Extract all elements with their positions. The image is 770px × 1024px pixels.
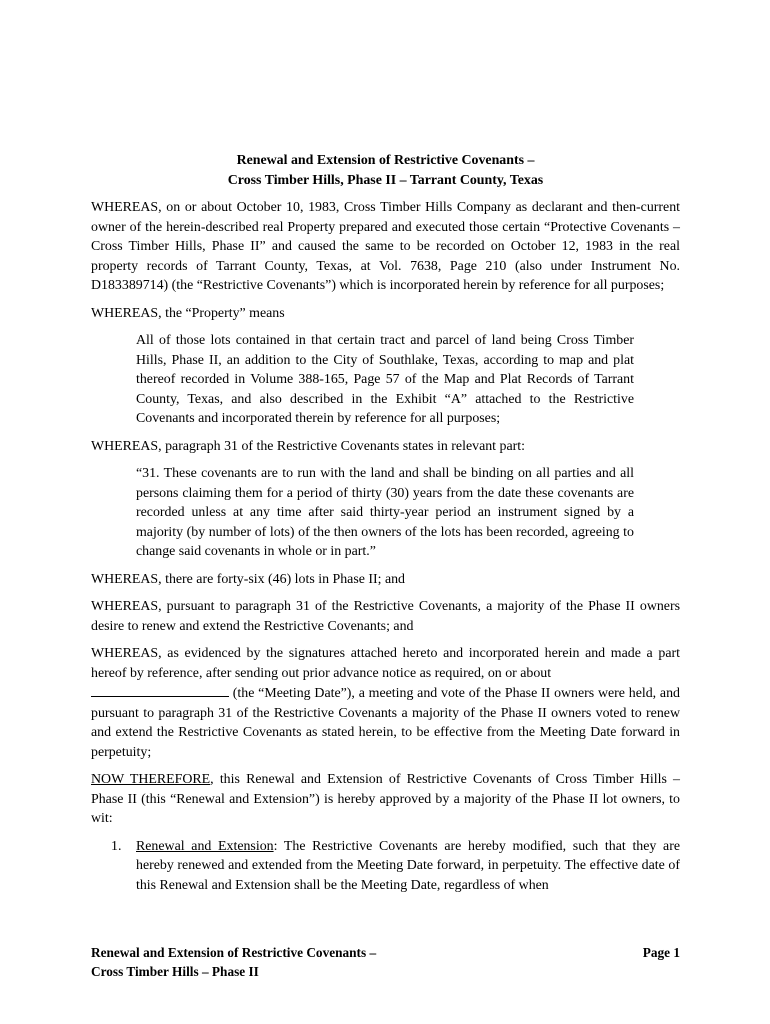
footer-page-number: Page 1 xyxy=(642,945,680,960)
document-body xyxy=(91,151,680,895)
paragraph-6-intro: WHEREAS, as evidenced by the signatures attached hereto and incorporated herein and made a part hereof by reference, after sending out prior advance notice as required, on or about xyxy=(91,646,680,681)
whereas-paragraph-4: WHEREAS, there are forty-six (46) lots in Phase II; and xyxy=(91,571,406,587)
document-title xyxy=(91,151,680,190)
property-description-quote: All of those lots contained in that certain tract and parcel of land being Cross Timber Hills, Phase II, an addition to the City of Southlake, Texas, according to map and plat thereof recorded in Volume 388-165, Page 57 of the Map and Plat Records of Tarrant County, Texas, and also described in the Exhibit “A” attached to the Restrictive Covenants and incorporated therein by reference for all purposes; xyxy=(136,333,634,426)
numbered-item-1 xyxy=(91,837,680,896)
whereas-paragraph-5: WHEREAS, pursuant to paragraph 31 of the Restrictive Covenants, a majority of the Phase II owners desire to renew and extend the Restrictive Covenants; and xyxy=(91,599,680,634)
title-line-2: Cross Timber Hills, Phase II – Tarrant County, Texas xyxy=(227,172,544,188)
meeting-date-blank-line xyxy=(91,683,229,697)
paragraph-6-rest: (the “Meeting Date”), a meeting and vote of the Phase II owners were held, and pursuant to paragraph 31 of the Restrictive Covenants a majority of the Phase II owners voted to renew and extend the Restrictive Covenants as stated herein, to be effective from the Meeting Date forward in perpetuity; xyxy=(91,686,680,760)
item-1-heading: Renewal and Extension xyxy=(136,838,274,854)
footer-line-2: Cross Timber Hills – Phase II xyxy=(91,964,259,979)
footer-line-1: Renewal and Extension of Restrictive Covenants – xyxy=(91,945,377,960)
whereas-paragraph-3: WHEREAS, paragraph 31 of the Restrictive Covenants states in relevant part: xyxy=(91,438,525,454)
page-footer xyxy=(91,943,680,981)
item-1-text: : The Restrictive Covenants are hereby modified, such that they are hereby renewed and extended from the Meeting Date forward, in perpetuity. The effective date of this Renewal and Extension shall be the Meeting Date, regardless of when xyxy=(136,838,681,893)
paragraph-31-quote: “31. These covenants are to run with the land and shall be binding on all parties and all persons claiming them for a period of thirty (30) years from the date these covenants are recorded unless at any time after said thirty-year period an instrument signed by a majority (by number of lots) of the then owners of the lots has been recorded, agreeing to change said covenants in whole or in part.” xyxy=(136,466,634,559)
footer-document-title xyxy=(91,943,376,981)
item-1-number: 1. xyxy=(111,838,122,854)
title-line-1: Renewal and Extension of Restrictive Covenants – xyxy=(236,153,535,168)
whereas-paragraph-2: WHEREAS, the “Property” means xyxy=(91,305,285,321)
whereas-paragraph-1: WHEREAS, on or about October 10, 1983, Cross Timber Hills Company as declarant and then-current owner of the herein-described real Property prepared and executed those certain “Protective Covenants – Cross Timber Hills, Phase II” and caused the same to be recorded on October 12, 1983 in the real property records of Tarrant County, Texas, at Vol. 7638, Page 210 (also under Instrument No. D183389714) (the “Restrictive Covenants”) which is incorporated herein by reference for all purposes; xyxy=(91,200,680,293)
whereas-paragraph-6 xyxy=(91,644,680,762)
now-therefore-paragraph xyxy=(91,770,680,829)
now-therefore-heading: NOW THEREFORE xyxy=(91,772,211,787)
now-therefore-text: , this Renewal and Extension of Restrictive Covenants of Cross Timber Hills – Phase II (this “Renewal and Extension”) is hereby approved by a majority of the Phase II lot owners, to wit: xyxy=(91,772,681,826)
